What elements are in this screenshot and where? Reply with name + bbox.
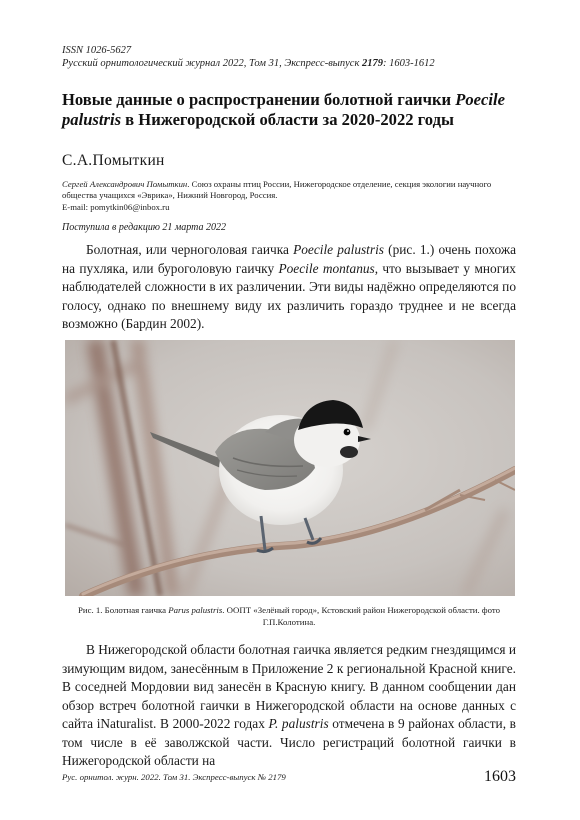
p1-species-2: Poecile montanus	[278, 260, 375, 276]
title-text-1: Новые данные о распространении болотной гаички	[62, 90, 456, 109]
journal-header	[62, 44, 516, 70]
affiliation-author: Сергей Александрович Помыткин	[62, 179, 188, 189]
p1-text-3: , что вызывает у многих наблюдателей сложности в их различении. Эти виды надёжно определяются по голосу, однако по внешнему виду их различить гораздо труднее и не всегда возможно (Бардин 2002).	[62, 260, 516, 331]
p1-text-1: Болотная, или черноголовая гаичка	[86, 242, 294, 257]
p2-species-1: P. palustris	[268, 716, 329, 731]
journal-citation-text: Русский орнитологический журнал 2022, Том 31, Экспресс-выпуск	[62, 58, 362, 69]
p2-text-2: отмечена в 9 районах области, в том числе в её заволжской части. Число регистраций болотной гаички в Нижегородской области на	[62, 716, 516, 768]
paragraph-2	[62, 641, 516, 771]
journal-citation	[62, 57, 516, 70]
author-email: E-mail: pomytkin06@inbox.ru	[62, 201, 170, 212]
page-number: 1603	[484, 768, 516, 785]
author-name: С.А.Помыткин	[62, 152, 165, 169]
author-affiliation	[62, 179, 516, 213]
caption-text-1: Рис. 1. Болотная гаичка	[77, 605, 169, 615]
p2-text-1: В Нижегородской области болотная гаичка является редким гнездящимся и зимующим видом, занесённым в Приложение 2 к региональной Красной книге. В соседней Мордовии вид занесён в Красную книгу. В данном сообщении дан обзор встреч болотной гаички в Нижегородской области на основе данных с сайта iNaturalist. В 2000-2022 годах	[62, 642, 516, 731]
footer-citation: Рус. орнитол. журн. 2022. Том 31. Экспресс-выпуск № 2179	[62, 772, 286, 782]
p1-species-1: Poecile palustris	[293, 242, 384, 257]
issn: ISSN 1026-5627	[62, 45, 132, 56]
page-footer	[62, 768, 516, 788]
paragraph-1	[62, 241, 516, 334]
figure-caption	[62, 604, 516, 628]
paper-page	[62, 0, 516, 820]
issue-number: 2179	[362, 58, 383, 69]
title-species: Poecile palustris	[62, 90, 505, 129]
title-text-2: в Нижегородской области за 2020-2022 годы	[121, 109, 454, 129]
caption-species: Parus palustris	[168, 605, 223, 615]
article-title	[62, 90, 516, 129]
p1-text-2: (рис. 1.) очень похожа на пухляка, или буроголовую гаичку	[62, 242, 516, 276]
caption-text-2: . ООПТ «Зелёный город», Кстовский район Нижегородской области. фото Г.П.Колотина.	[222, 605, 501, 627]
received-date: Поступила в редакцию 21 марта 2022	[62, 222, 226, 233]
figure-photo	[65, 340, 515, 596]
marsh-tit-photo	[65, 340, 515, 596]
affiliation-text: . Союз охраны птиц России, Нижегородское отделение, секция экологии научного общества учащихся «Эврика», Нижний Новгород, Россия.	[62, 179, 492, 201]
page-range: : 1603-1612	[383, 58, 435, 69]
